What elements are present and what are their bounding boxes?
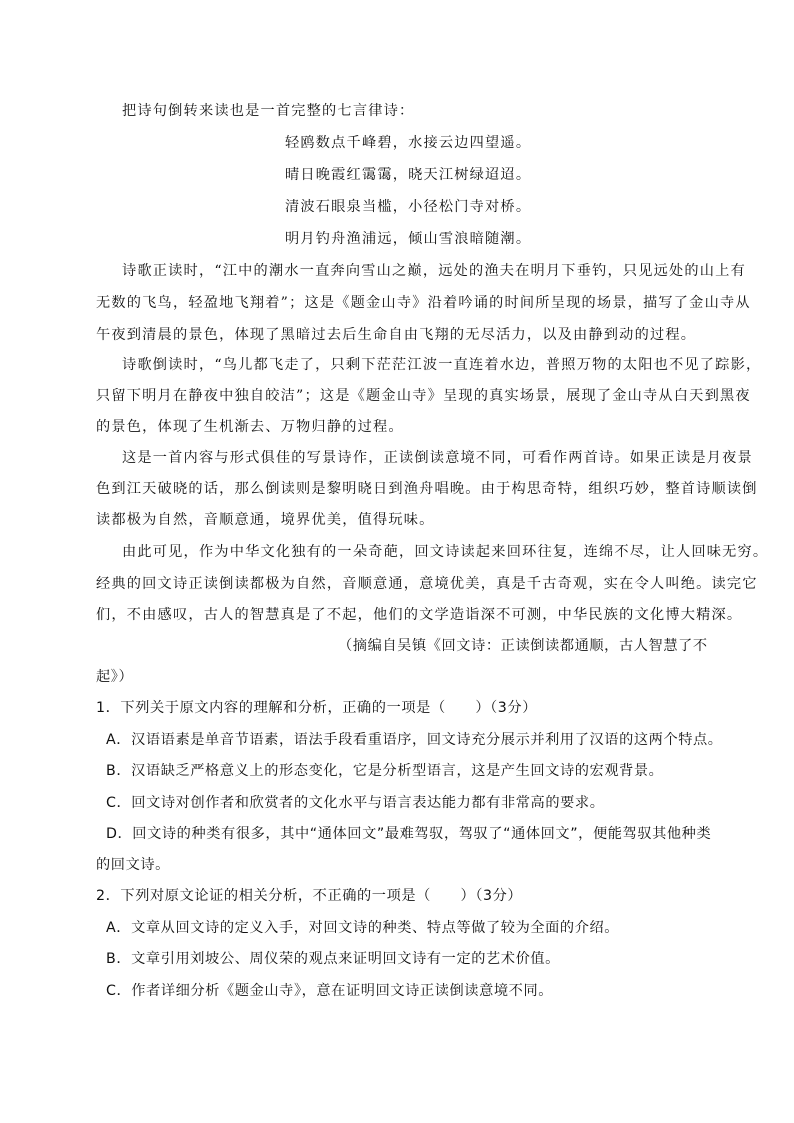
question-1-option-a: A．汉语语素是单音节语素，语法手段看重语序，回文诗充分展示并利用了汉语的这两个特点。	[106, 732, 723, 748]
question-1-stem: 1．下列关于原文内容的理解和分析，正确的一项是（ ）（3分）	[96, 700, 537, 716]
source-line-2: 起》）	[96, 669, 134, 685]
para3-line-1: 这是一首内容与形式俱佳的写景诗作，正读倒读意境不同，可看作两首诗。如果正读是月夜景	[122, 450, 753, 466]
para3-line-3: 读都极为自然，音顺意通，境界优美，值得玩味。	[96, 512, 435, 528]
para2-line-3: 的景色，体现了生机渐去、万物归静的过程。	[96, 419, 404, 435]
para3-line-2: 色到江天破晓的话，那么倒读则是黎明晓日到渔舟唱晚。由于构思奇特，组织巧妙，整首诗顺读倒	[96, 481, 758, 497]
para2-line-2: 只留下明月在静夜中独自皎洁”；这是《题金山寺》呈现的真实场景，展现了金山寺从白天到黑夜	[96, 388, 751, 404]
para2-line-1: 诗歌倒读时，“鸟儿都飞走了，只剩下茫茫江波一直连着水边，普照万物的太阳也不见了踪影，	[122, 357, 762, 373]
question-2-option-b: B．文章引用刘坡公、周仪荣的观点来证明回文诗有一定的艺术价值。	[106, 951, 560, 967]
para4-line-2: 经典的回文诗正读倒读都极为自然，音顺意通，意境优美，真是千古奇观，实在令人叫绝。读完它	[96, 576, 758, 592]
para1-line-3: 午夜到清晨的景色，体现了黑暗过去后生命自由飞翔的无尽活力，以及由静到动的过程。	[96, 327, 697, 343]
source-line-1: （摘编自吴镇《回文诗：正读倒读都通顺，古人智慧了不	[338, 638, 708, 654]
intro-line: 把诗句倒转来读也是一首完整的七言律诗：	[122, 103, 415, 119]
para1-line-1: 诗歌正读时，“江中的潮水一直奔向雪山之巅，远处的渔夫在明月下垂钓，只见远处的山上有	[122, 263, 746, 279]
question-1-option-d-line-1: D．回文诗的种类有很多，其中“通体回文”最难驾驭，驾驭了“通体回文”，便能驾驭其他种类	[106, 826, 712, 842]
poem-line-4: 明月钓舟渔浦远，倾山雪浪暗随潮。	[285, 231, 532, 247]
poem-line-3: 清波石眼泉当槛，小径松门寺对桥。	[285, 199, 532, 215]
question-1-option-d-line-2: 的回文诗。	[96, 857, 170, 873]
question-1-option-c: C．回文诗对创作者和欣赏者的文化水平与语言表达能力都有非常高的要求。	[106, 795, 605, 811]
para1-line-2: 无数的飞鸟，轻盈地飞翔着”；这是《题金山寺》沿着吟诵的时间所呈现的场景，描写了金山寺从	[96, 295, 751, 311]
para4-line-3: 们，不由感叹，古人的智慧真是了不起，他们的文学造诣深不可测，中华民族的文化博大精深。	[96, 607, 743, 623]
para4-line-1: 由此可见，作为中华文化独有的一朵奇葩，回文诗读起来回环往复，连绵不尽，让人回味无穷。	[122, 544, 769, 560]
question-2-option-c: C．作者详细分析《题金山寺》，意在证明回文诗正读倒读意境不同。	[106, 983, 554, 999]
question-2-stem: 2．下列对原文论证的相关分析，不正确的一项是（ ）（3分）	[96, 888, 523, 904]
poem-line-2: 晴日晚霞红霭霭，晓天江树绿迢迢。	[285, 167, 532, 183]
question-2-option-a: A．文章从回文诗的定义入手，对回文诗的种类、特点等做了较为全面的介绍。	[106, 920, 620, 936]
poem-line-1: 轻鸥数点千峰碧，水接云边四望遥。	[285, 135, 532, 151]
question-1-option-b: B．汉语缺乏严格意义上的形态变化，它是分析型语言，这是产生回文诗的宏观背景。	[106, 763, 664, 779]
